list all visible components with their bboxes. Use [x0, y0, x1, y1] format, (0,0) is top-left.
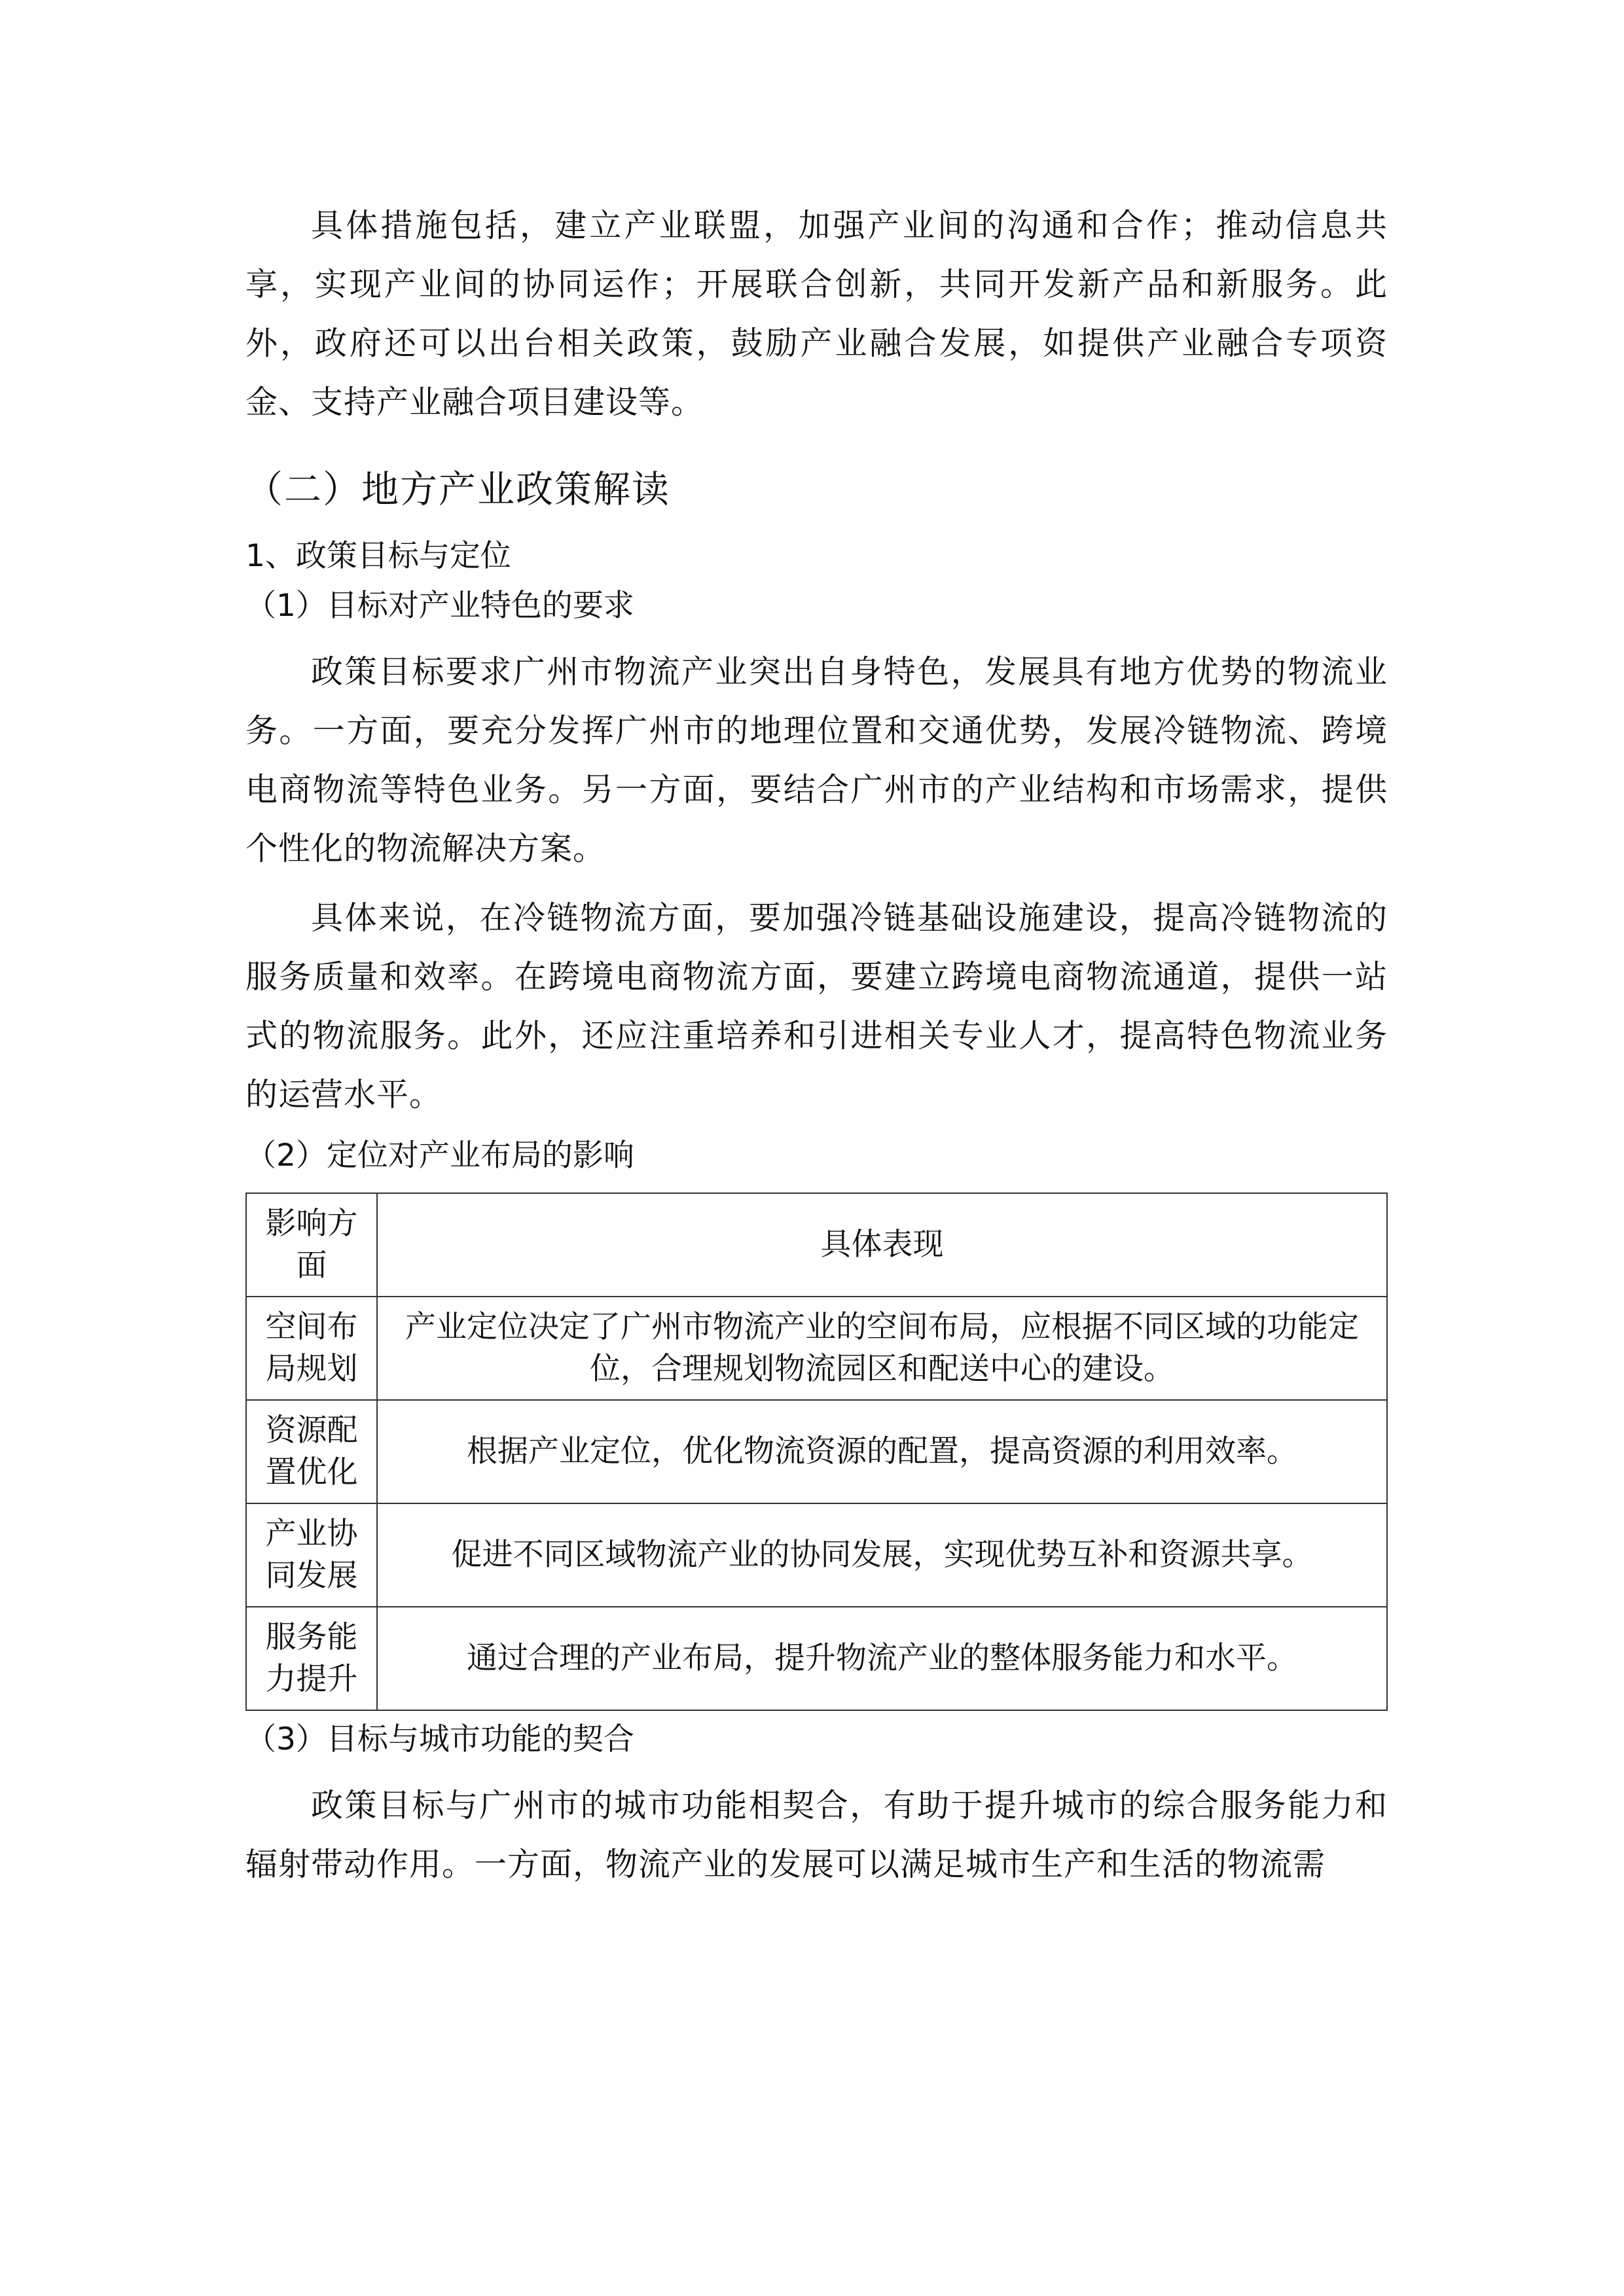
impact-table — [245, 1193, 1388, 1711]
table-row — [246, 1607, 1387, 1710]
table-header-row — [246, 1193, 1387, 1297]
table-cell-description: 根据产业定位，优化物流资源的配置，提高资源的利用效率。 — [377, 1400, 1387, 1503]
table-row — [246, 1297, 1387, 1400]
table-header-cell: 影响方面 — [246, 1193, 377, 1297]
paragraph-city-function: 政策目标与广州市的城市功能相契合，有助于提升城市的综合服务能力和辐射带动作用。一方面，物流产业的发展可以满足城市生产和生活的物流需 — [245, 1787, 1388, 1883]
subheading-city-function: （3）目标与城市功能的契合 — [245, 1721, 634, 1757]
table-cell-aspect: 产业协同发展 — [246, 1503, 377, 1607]
paragraph-specifics: 具体来说，在冷链物流方面，要加强冷链基础设施建设，提高冷链物流的服务质量和效率。在跨境电商物流方面，要建立跨境电商物流通道，提供一站式的物流服务。此外，还应注重培养和引进相关专业人才，提高特色物流业务的运营水平。 — [245, 899, 1388, 1113]
table-cell-aspect: 空间布局规划 — [246, 1297, 377, 1400]
table-cell-description: 通过合理的产业布局，提升物流产业的整体服务能力和水平。 — [377, 1607, 1387, 1710]
table-cell-description: 促进不同区域物流产业的协同发展，实现优势互补和资源共享。 — [377, 1503, 1387, 1607]
paragraph-measures: 具体措施包括，建立产业联盟，加强产业间的沟通和合作；推动信息共享，实现产业间的协同运作；开展联合创新，共同开发新产品和新服务。此外，政府还可以出台相关政策，鼓励产业融合发展，如提供产业融合专项资金、支持产业融合项目建设等。 — [245, 207, 1388, 421]
subheading-positioning-layout: （2）定位对产业布局的影响 — [245, 1138, 634, 1174]
section-heading-local-policy: （二）地方产业政策解读 — [245, 468, 670, 511]
document-page — [245, 196, 1388, 1905]
table-cell-aspect: 服务能力提升 — [246, 1607, 377, 1710]
subheading-policy-goal: 1、政策目标与定位 — [245, 538, 511, 574]
table-row — [246, 1503, 1387, 1607]
table-row — [246, 1400, 1387, 1503]
table-cell-aspect: 资源配置优化 — [246, 1400, 377, 1503]
table-header-cell: 具体表现 — [377, 1193, 1387, 1297]
table-cell-description: 产业定位决定了广州市物流产业的空间布局，应根据不同区域的功能定位，合理规划物流园区和配送中心的建设。 — [377, 1297, 1387, 1400]
paragraph-goal-requirements: 政策目标要求广州市物流产业突出自身特色，发展具有地方优势的物流业务。一方面，要充分发挥广州市的地理位置和交通优势，发展冷链物流、跨境电商物流等特色业务。另一方面，要结合广州市的产业结构和市场需求，提供个性化的物流解决方案。 — [245, 653, 1388, 867]
subheading-goal-feature: （1）目标对产业特色的要求 — [245, 588, 634, 624]
